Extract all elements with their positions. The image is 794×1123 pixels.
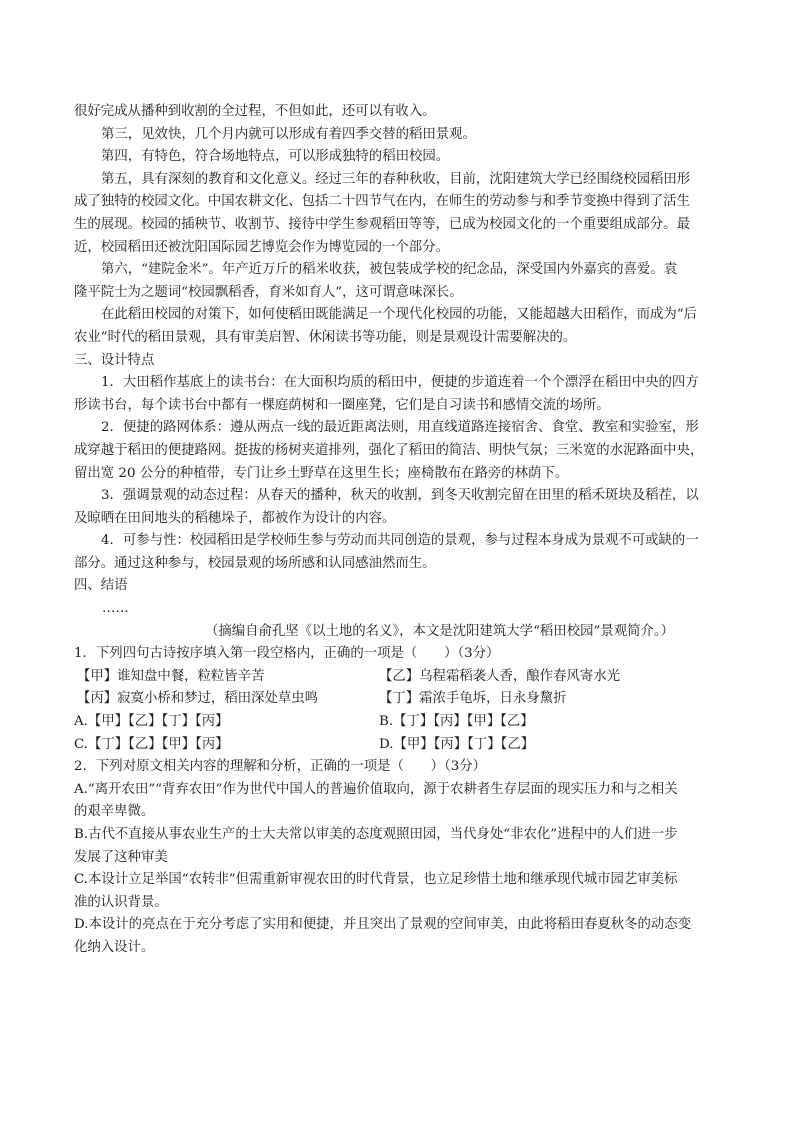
passage-line: 形读书台，每个读书台中都有一棵庭荫树和一圈座凳，它们是自习读书和感情交流的场所。 xyxy=(74,397,610,413)
ellipsis: …… xyxy=(102,601,129,617)
choice-option: C.【丁】【乙】【甲】【丙】 xyxy=(74,736,229,752)
passage-line: 1．大田稻作基底上的读书台：在大面积均质的稻田中，便捷的步道连着一个个漂浮在稻田中央的四方 xyxy=(101,375,699,391)
poem-row xyxy=(74,688,724,711)
passage-line: 在此稻田校园的对策下，如何使稻田既能满足一个现代化校园的功能，又能超越大田稻作，而成为“后 xyxy=(101,307,698,323)
passage-line: 第五，具有深刻的教育和文化意义。经过三年的春种秋收，目前，沈阳建筑大学已经围绕校园稻田形 xyxy=(101,171,691,187)
passage-line: 第四，有特色，符合场地特点，可以形成独特的稻田校园。 xyxy=(101,149,450,165)
poem-option: 【乙】乌程霜稻袭人香，酿作春风寄水光 xyxy=(379,668,621,684)
choice-row xyxy=(74,711,724,734)
answer-option-a: 的艰辛卑微。 xyxy=(74,804,155,820)
passage-line: 3．强调景观的动态过程：从春天的播种，秋天的收割，到冬天收割完留在田里的稻禾斑块及稻茬，以 xyxy=(101,488,699,504)
passage-line: 生的展现。校园的插秧节、收割节、接待中学生参观稻田等等，已成为校园文化的一个重要组成部分。最 xyxy=(74,216,690,232)
section-heading: 三、设计特点 xyxy=(74,352,155,368)
answer-option-b: 发展了这种审美 xyxy=(74,849,168,865)
choice-row xyxy=(74,734,724,757)
passage-line: 留出宽 20 公分的种植带，专门让乡土野草在这里生长；座椅散布在路旁的林荫下。 xyxy=(74,465,569,481)
passage-line: 隆平院士为之题词“校园飘稻香，育米如育人”，这可谓意味深长。 xyxy=(74,284,463,300)
passage-line: 农业”时代的稻田景观，具有审美启智、休闲读书等功能，则是景观设计需要解决的。 xyxy=(74,329,577,345)
answer-option-d: D.本设计的亮点在于充分考虑了实用和便捷，并且突出了景观的空间审美，由此将稻田春夏秋冬的动态变 xyxy=(74,917,692,933)
passage-line: 很好完成从播种到收割的全过程，不但如此，还可以有收入。 xyxy=(74,104,436,119)
section-heading: 四、结语 xyxy=(74,578,128,594)
answer-option-b: B.古代不直接从事农业生产的士大夫常以审美的态度观照田园，当代身处“非农化”进程中的人们进一步 xyxy=(74,827,678,842)
question-2-stem: 2．下列对原文相关内容的理解和分析，正确的一项是（ ）（3分） xyxy=(74,759,487,775)
poem-option: 【丁】霜浓手龟坼，日永身黧折 xyxy=(379,691,567,707)
poem-option: 【丙】寂寞小桥和梦过，稻田深处草虫鸣 xyxy=(77,691,319,707)
question-1-stem: 1．下列四句古诗按序填入第一段空格内，正确的一项是（ ）（3分） xyxy=(74,646,500,662)
passage-line: 成了独特的校园文化。中国农耕文化、包括二十四节气在内，在师生的劳动参与和季节变换中得到了活生 xyxy=(74,194,690,210)
passage-line: 4．可参与性：校园稻田是学校师生参与劳动而共同创造的景观，参与过程本身成为景观不可或缺的一 xyxy=(101,533,699,549)
passage-line: 第六，“建院金米”。年产近万斤的稻米收获，被包装成学校的纪念品，深受国内外嘉宾的喜爱。袁 xyxy=(101,262,678,278)
poem-row xyxy=(74,666,724,689)
passage-line: 部分。通过这种参与，校园景观的场所感和认同感油然而生。 xyxy=(74,555,436,571)
passage-line: 2．便捷的路网体系：遵从两点一线的最近距离法则，用直线道路连接宿舍、食堂、教室和实验室，形 xyxy=(101,420,699,436)
choice-option: A.【甲】【乙】【丁】【丙】 xyxy=(74,714,229,730)
poem-option: 【甲】谁知盘中餐，粒粒皆辛苦 xyxy=(77,668,265,684)
answer-option-c: C.本设计立足举国“农转非”但需重新审视农田的时代背景，也立足珍惜土地和继承现代城市园艺审美标 xyxy=(74,872,678,888)
document-page xyxy=(74,101,724,960)
choice-option: D.【甲】【丙】【丁】【乙】 xyxy=(379,736,535,752)
passage-line: 成穿越于稻田的便捷路网。挺拔的杨树夹道排列，强化了稻田的简洁、明快气氛；三米宽的水泥路面中央， xyxy=(74,442,704,458)
answer-option-c: 准的认识背景。 xyxy=(74,894,168,910)
passage-line: 及晾晒在田间地头的稻穗垛子，都被作为设计的内容。 xyxy=(74,510,396,526)
answer-option-a: A.“离开农田”“背弃农田”作为世代中国人的普遍价值取向，源于农耕者生存层面的现实压力和与之相关 xyxy=(74,781,678,797)
answer-option-d: 化纳入设计。 xyxy=(74,939,155,955)
passage-line: 第三，见效快，几个月内就可以形成有着四季交替的稻田景观。 xyxy=(101,126,476,142)
source-citation: （摘编自俞孔坚《以土地的名义》，本文是沈阳建筑大学“稻田校园”景观简介。） xyxy=(205,623,674,639)
passage-line: 近，校园稻田还被沈阳国际园艺博览会作为博览园的一个部分。 xyxy=(74,239,449,255)
choice-option: B.【丁】【丙】【甲】【乙】 xyxy=(379,714,534,730)
